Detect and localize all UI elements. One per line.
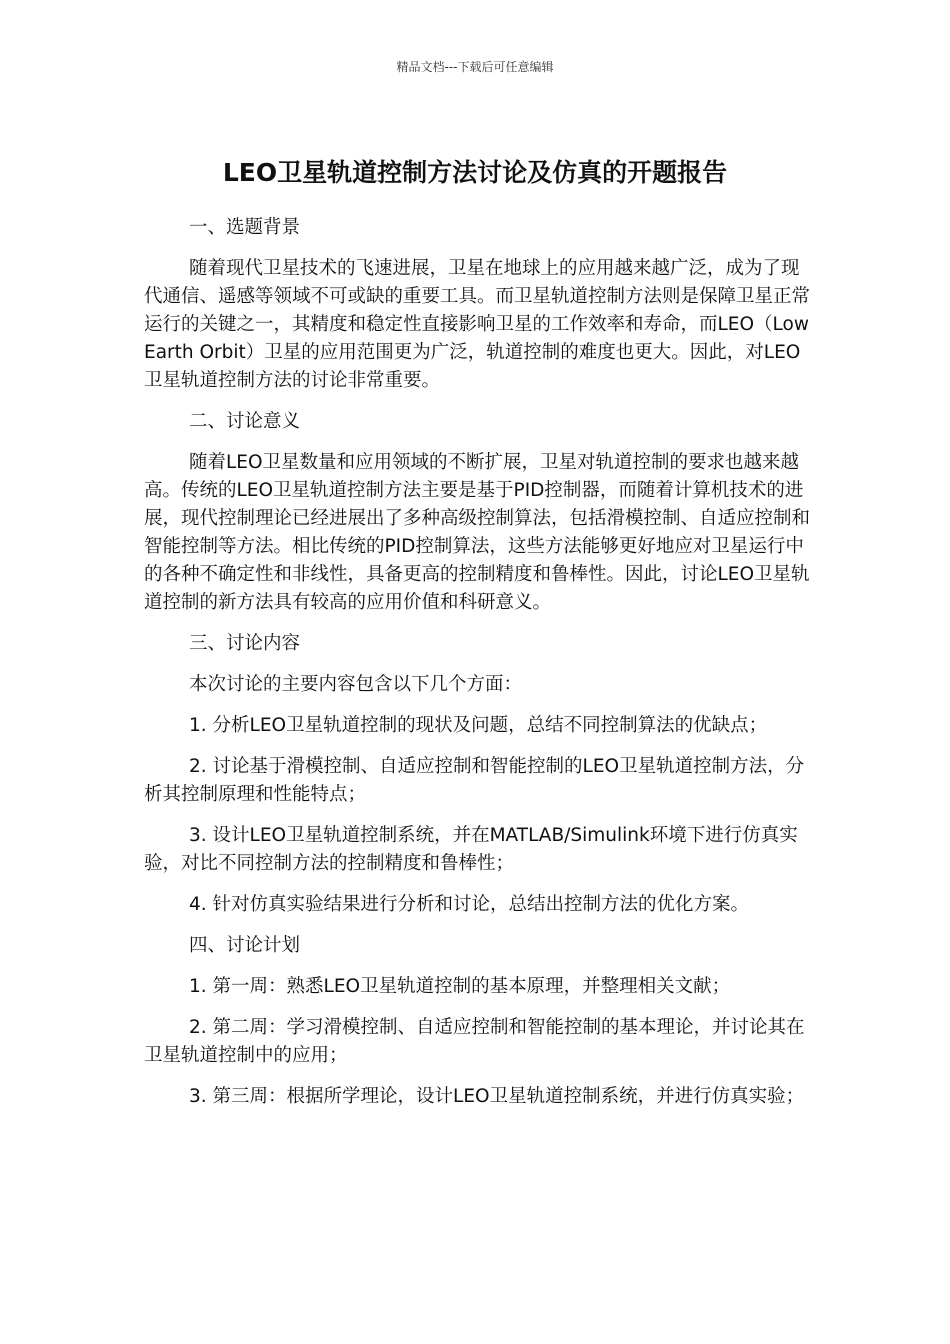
- plan-item-2: 2. 第二周：学习滑模控制、自适应控制和智能控制的基本理论，并讨论其在卫星轨道控制中的应用；: [144, 1017, 805, 1066]
- content-item-4: 4. 针对仿真实验结果进行分析和讨论，总结出控制方法的优化方案。: [189, 894, 750, 915]
- plan-item-3: 3. 第三周：根据所学理论，设计LEO卫星轨道控制系统，并进行仿真实验；: [189, 1086, 805, 1107]
- page-header-note: 精品文档---下载后可任意编辑: [396, 60, 554, 74]
- section-heading-background: 一、选题背景: [189, 217, 301, 238]
- paragraph-content-intro: 本次讨论的主要内容包含以下几个方面：: [189, 674, 523, 695]
- plan-item-1: 1. 第一周：熟悉LEO卫星轨道控制的基本原理，并整理相关文献；: [189, 976, 731, 997]
- section-heading-significance: 二、讨论意义: [189, 411, 301, 432]
- section-heading-plan: 四、讨论计划: [189, 935, 301, 956]
- section-heading-content: 三、讨论内容: [189, 633, 301, 654]
- paragraph-significance: 随着LEO卫星数量和应用领域的不断扩展，卫星对轨道控制的要求也越来越高。传统的LEO卫星轨道控制方法主要是基于PID控制器，而随着计算机技术的进展，现代控制理论已经进展出了多种高级控制算法，包括滑模控制、自适应控制和智能控制等方法。相比传统的PID控制算法，这些方法能够更好地应对卫星运行中的各种不确定性和非线性，具备更高的控制精度和鲁棒性。因此，讨论LEO卫星轨道控制的新方法具有较高的应用价值和科研意义。: [144, 452, 811, 613]
- content-item-3: 3. 设计LEO卫星轨道控制系统，并在MATLAB/Simulink环境下进行仿真实验，对比不同控制方法的控制精度和鲁棒性；: [144, 825, 798, 874]
- content-item-2: 2. 讨论基于滑模控制、自适应控制和智能控制的LEO卫星轨道控制方法，分析其控制原理和性能特点；: [144, 756, 805, 805]
- paragraph-background: 随着现代卫星技术的飞速进展，卫星在地球上的应用越来越广泛，成为了现代通信、遥感等领域不可或缺的重要工具。而卫星轨道控制方法则是保障卫星正常运行的关键之一，其精度和稳定性直接影响卫星的工作效率和寿命，而LEO（Low Earth Orbit）卫星的应用范围更为广泛，轨道控制的难度也更大。因此，对LEO卫星轨道控制方法的讨论非常重要。: [144, 258, 811, 391]
- content-item-1: 1. 分析LEO卫星轨道控制的现状及问题，总结不同控制算法的优缺点；: [189, 715, 768, 736]
- document-body: [144, 214, 810, 1124]
- document-title: LEO卫星轨道控制方法讨论及仿真的开题报告: [222, 157, 728, 187]
